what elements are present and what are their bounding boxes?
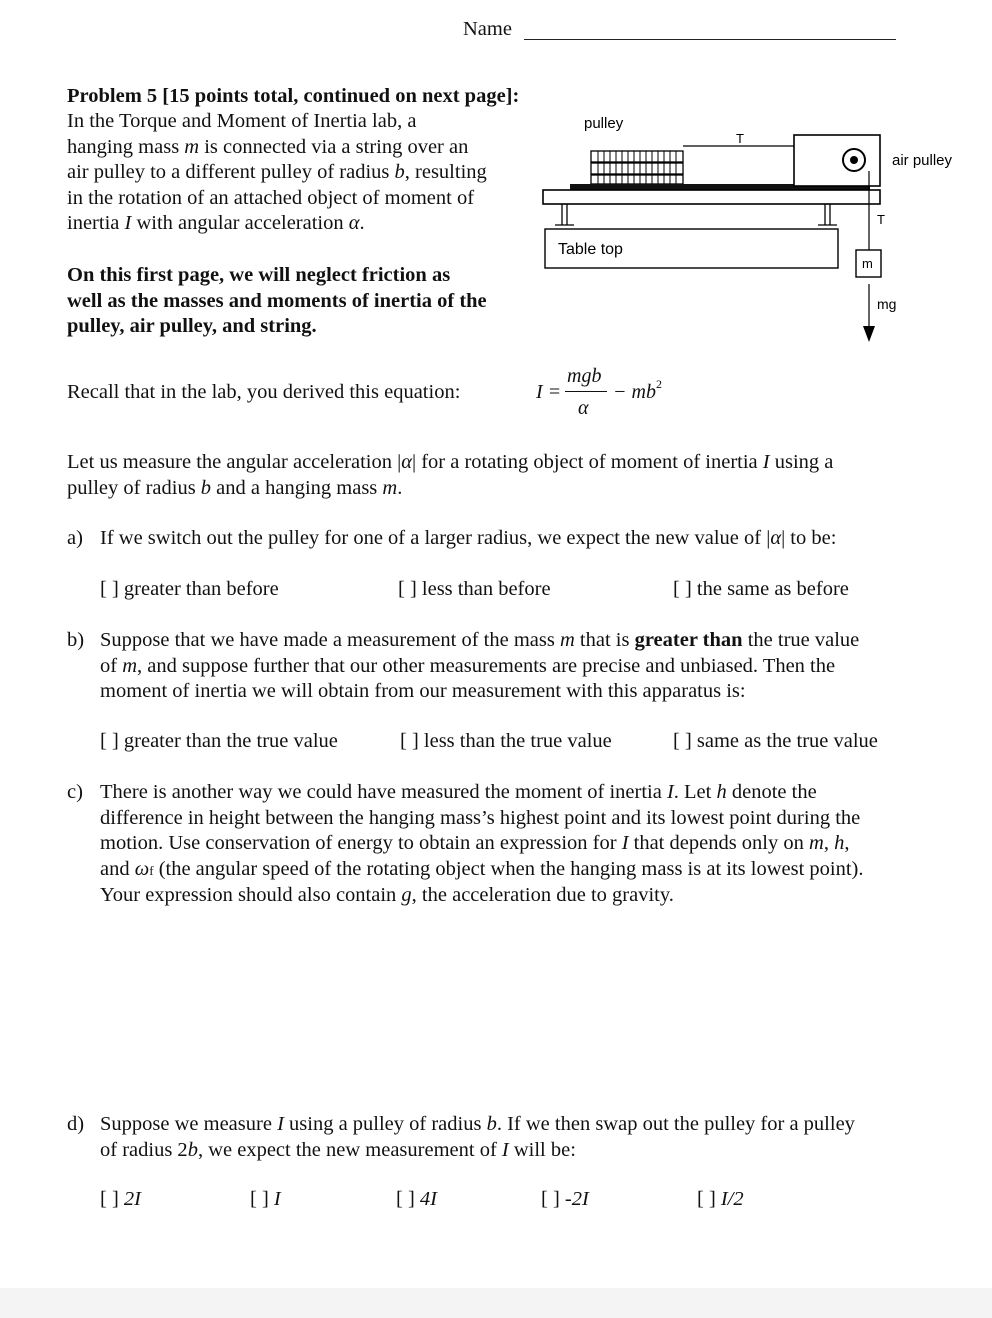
page-bottom-margin (0, 1288, 992, 1318)
air-pulley-housing (794, 135, 880, 186)
part-c-answer-space[interactable] (100, 915, 920, 1095)
tension-top-label: T (736, 131, 744, 146)
part-b-question: Suppose that we have made a measurement of the mass m that is greater than the true value of m, and suppose further that our other measurements are precise and unbiased. Then the moment of inertia we will obtain from our measurement with this apparatus is: (100, 629, 860, 702)
part-d-option-I[interactable]: [ ] I (250, 1188, 281, 1210)
eq-lhs: I = (536, 381, 562, 403)
eq-fraction-bar (565, 391, 607, 392)
part-d-option-4I[interactable]: [ ] 4I (396, 1188, 437, 1210)
problem-title: Problem 5 [15 points total, continued on next page]: (67, 85, 520, 107)
part-c-label: c) (67, 781, 83, 803)
part-d-option-neg2I[interactable]: [ ] -2I (541, 1188, 589, 1210)
intro-paragraph: In the Torque and Moment of Inertia lab, a hanging mass m is connected via a string over an air pulley to a different pulley of radius b, resulting in the rotation of an attached object of moment of inertia I with angular acceleration α. (67, 110, 487, 234)
base-rail (543, 190, 880, 204)
table-top-label: Table top (558, 241, 623, 258)
weight-arrow-head (863, 326, 875, 342)
moment-equation (536, 365, 676, 425)
pulley-label: pulley (584, 115, 624, 132)
weight-label: mg (877, 296, 897, 312)
part-a-label: a) (67, 527, 83, 549)
pulley-disk-stack (591, 151, 683, 184)
air-pulley-label: air pulley (892, 152, 953, 169)
part-d-option-half-I[interactable]: [ ] I/2 (697, 1188, 744, 1210)
apparatus-diagram (540, 108, 970, 348)
part-a-option-less[interactable]: [ ] less than before (398, 578, 551, 600)
part-b-option-greater[interactable]: [ ] greater than the true value (100, 730, 338, 752)
part-d-label: d) (67, 1113, 85, 1135)
eq-rest: − mb (613, 381, 656, 403)
eq-numerator: mgb (567, 365, 602, 387)
eq-denominator: α (578, 397, 589, 419)
part-a-option-greater[interactable]: [ ] greater than before (100, 578, 279, 600)
name-label: Name (463, 18, 512, 40)
part-d-question: Suppose we measure I using a pulley of radius b. If we then swap out the pulley for a pulley of radius 2b, we expect the new measurement of I will be: (100, 1113, 855, 1161)
measure-paragraph: Let us measure the angular acceleration |α| for a rotating object of moment of inertia I using a pulley of radius b and a hanging mass m. (67, 451, 834, 499)
neglect-paragraph: On this first page, we will neglect friction as well as the masses and moments of inertia of the pulley, air pulley, and string. (67, 264, 487, 337)
part-c-question: There is another way we could have measured the moment of inertia I. Let h denote the difference in height between the hanging mass’s highest point and its lowest point during the motion. Use conservation of energy to obtain an expression for I that depends only on m, h, and ωf (the angular speed of the rotating object when the hanging mass is at its lowest point). Your expression should also contain g, the acceleration due to gravity. (100, 781, 864, 906)
part-b-option-less[interactable]: [ ] less than the true value (400, 730, 612, 752)
rail-legs (555, 204, 837, 225)
recall-text: Recall that in the lab, you derived this equation: (67, 381, 461, 403)
part-a-question: If we switch out the pulley for one of a larger radius, we expect the new value of |α| to be: (100, 527, 837, 549)
eq-superscript: 2 (656, 377, 662, 391)
part-b-option-same[interactable]: [ ] same as the true value (673, 730, 878, 752)
part-d-option-2I[interactable]: [ ] 2I (100, 1188, 141, 1210)
part-b-label: b) (67, 629, 85, 651)
tension-side-label: T (877, 212, 885, 227)
name-input-line[interactable] (524, 39, 896, 40)
part-a-option-same[interactable]: [ ] the same as before (673, 578, 849, 600)
mass-label: m (862, 256, 873, 271)
